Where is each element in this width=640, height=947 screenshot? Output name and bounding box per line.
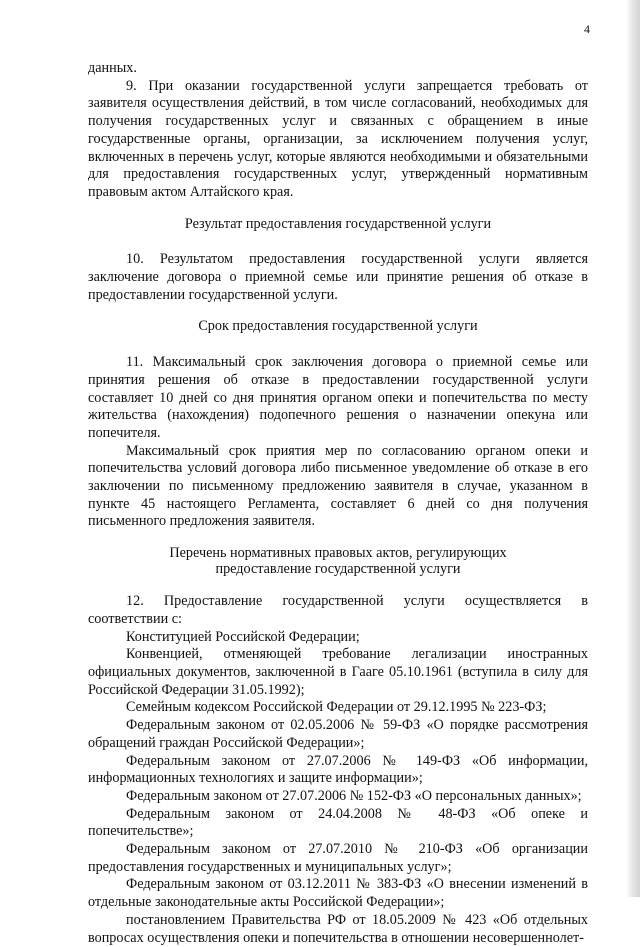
document-page — [88, 60, 588, 947]
act-item: Федеральным законом от 27.07.2006 № 149-ФЗ «Об информации, информационных технологиях и защите информации»; — [88, 752, 588, 787]
heading-acts-line2: предоставление государственной услуги — [215, 561, 461, 578]
act-item: Семейным кодексом Российской Федерации от 29.12.1995 № 223-ФЗ; — [126, 699, 547, 716]
heading-result: Результат предоставления государственной услуги — [184, 215, 492, 232]
act-item: Федеральным законом от 24.04.2008 № 48-ФЗ «Об опеке и попечительстве»; — [88, 805, 588, 840]
paragraph-11b: Максимальный срок приятия мер по согласованию органом опеки и попечительства условий договора либо письменное уведомление об отказе в его заключении по письменному предложению заявителя в случае, указанном в пункте 45 настоящего Регламента, составляет 6 дней со дня получения письменного предложения заявителя. — [88, 442, 588, 530]
scan-edge — [626, 0, 640, 897]
paragraph-10: 10. Результатом предоставления государственной услуги является заключение договора о приемной семье или принятие решения об отказе в предоставлении государственной услуги. — [88, 251, 588, 303]
paragraph-11: 11. Максимальный срок заключения договора о приемной семье или принятия решения об отказе в предоставлении государственной услуги составляет 10 дней со дня принятия органом опеки и попечительства по месту жительства (нахождения) подопечного решения о назначении опекуна или попечителя. — [88, 354, 588, 441]
act-item: Федеральным законом от 03.12.2011 № 383-ФЗ «О внесении изменений в отдельные законодательные акты Российской Федерации»; — [88, 876, 588, 911]
heading-acts — [88, 545, 588, 577]
act-item: Федеральным законом от 27.07.2010 № 210-ФЗ «Об организации предоставления государственных и муниципальных услуг»; — [88, 841, 588, 875]
heading-term: Срок предоставления государственной услуги — [198, 318, 478, 335]
act-item: Федеральным законом от 27.07.2006 № 152-ФЗ «О персональных данных»; — [126, 787, 582, 804]
paragraph-9: 9. При оказании государственной услуги запрещается требовать от заявителя осуществления действий, в том числе согласований, необходимых для получения государственных услуг и связанных с обращением в иные государственные органы, организации, за исключением получения услуг, включенных в перечень услуг, которые являются необходимыми и обязательными для предоставления государственных услуг, утвержденный нормативным правовым актом Алтайского края. — [88, 77, 588, 200]
paragraph-12: 12. Предоставление государственной услуги осуществляется в соответствии с: — [88, 593, 588, 627]
act-item: Федеральным законом от 02.05.2006 № 59-ФЗ «О порядке рассмотрения обращений граждан Российской Федерации»; — [88, 717, 588, 751]
act-item: Конституцией Российской Федерации; — [126, 628, 360, 645]
heading-acts-line1: Перечень нормативных правовых актов, регулирующих — [169, 545, 507, 562]
act-item: постановлением Правительства РФ от 18.05.2009 № 423 «Об отдельных вопросах осуществления опеки и попечительства в отношении несовершеннолет- — [88, 911, 588, 946]
paragraph-prev-end: данных. — [88, 60, 137, 76]
act-item: Конвенцией, отменяющей требование легализации иностранных официальных документов, заключенной в Гааге 05.10.1961 (вступила в силу для Российской Федерации 31.05.1992); — [88, 646, 588, 698]
page-number: 4 — [584, 22, 590, 36]
